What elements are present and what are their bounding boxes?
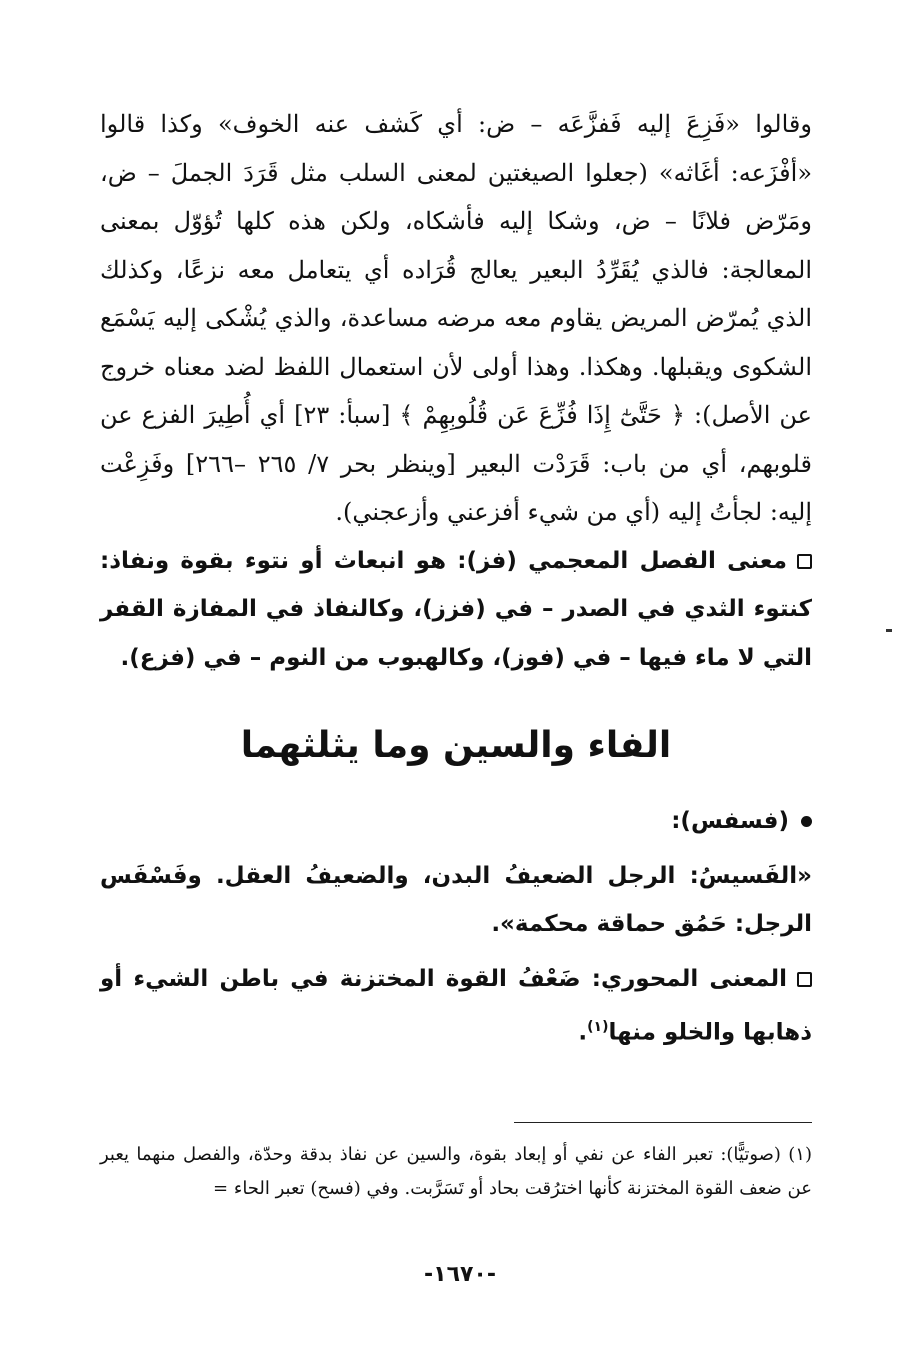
footnote-separator (514, 1122, 812, 1123)
section-title: الفاء والسين وما يثلثهما (240, 725, 672, 766)
entry-root-line (100, 797, 812, 846)
lexical-meaning-paragraph (100, 537, 812, 683)
entry-definition: «الفَسيسُ: الرجل الضعيفُ البدن، والضعيفُ العقل. وفَسْفَس الرجل: حَمُق حماقة محكمة». (100, 862, 812, 938)
page-body (100, 100, 812, 1057)
square-marker-icon (797, 972, 812, 987)
page-number: -١٦٧٠- (424, 1262, 496, 1287)
axial-meaning-end: . (578, 1019, 588, 1046)
margin-mark (886, 629, 892, 632)
axial-meaning-text: المعنى المحوري: ضَعْفُ القوة المختزنة في باطن الشيء أو ذهابها والخلو منها (100, 965, 812, 1046)
body-paragraph: وقالوا «فَزِعَ إليه فَفزَّعَه – ض: أي كَشف عنه الخوف» وكذا قالوا «أفْزَعه: أغَاثه» (جعلوا الصيغتين لمعنى السلب مثل قَرَدَ الجملَ – ض، ومَرّض فلانًا – ض، وشكا إليه فأشكاه، ولكن هذه كلها تُؤوّل بمعنى المعالجة: فالذي يُقَرِّدُ البعير يعالج قُرَاده أي يتعامل معه نزعًا، وكذلك الذي يُمرّض المريض يقاوم معه مرضه مساعدة، والذي يُشْكى إليه يَسْمَع الشكوى ويقبلها. وهكذا. وهذا أولى لأن استعمال اللفظ لضد معناه خروج عن الأصل): ﴿ حَتَّىٰٓ إِذَا فُزِّعَ عَن قُلُوبِهِمْ ﴾ [سبأ: ٢٣] أي أُطِيرَ الفزع عن قلوبهم، أي من باب: قَرَدْت البعير [وينظر بحر ٧/ ٢٦٥ –٢٦٦] وفَزِعْت إليه: لجأتُ إليه (أي من شيء أفزعني وأزعجني). (100, 110, 812, 526)
square-marker-icon (797, 554, 812, 569)
footnote-reference: (١) (587, 1019, 609, 1036)
axial-meaning-paragraph (100, 955, 812, 1058)
footnote: (١) (صوتيًّا): تعبر الفاء عن نفي أو إبعاد بقوة، والسين عن نفاذ بدقة وحدّة، والفصل منهما يعبر عن ضعف القوة المختزنة كأنها اخترُقت بحاد أو تَسَرَّبت. وفي (فسح) تعبر الحاء = (100, 1144, 812, 1199)
bullet-icon (801, 816, 812, 827)
entry-root: (فسفس): (671, 808, 789, 835)
lexical-meaning-text: معنى الفصل المعجمي (فز): هو انبعاث أو نتوء بقوة ونفاذ: كنتوء الثدي في الصدر – في (فزز)، وكالنفاذ في المفازة القفر التي لا ماء فيها – في (فوز)، وكالهبوب من النوم – في (فزع). (100, 547, 812, 671)
